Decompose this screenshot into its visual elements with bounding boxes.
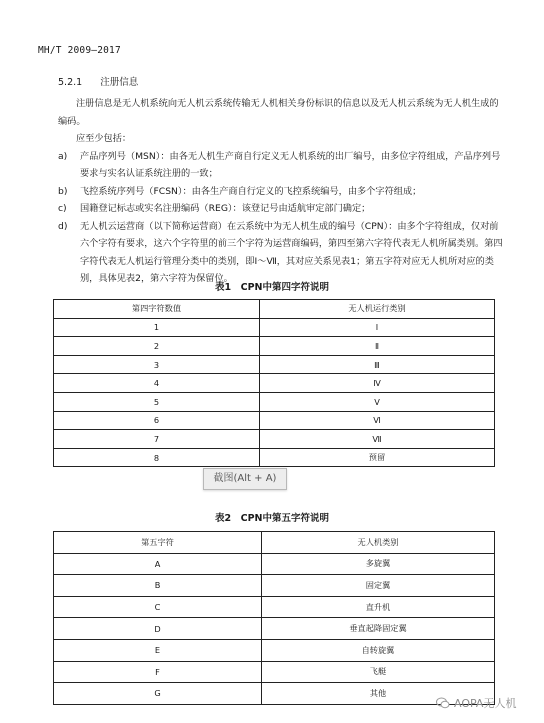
table2-caption: 表2 CPN中第五字符说明 (215, 513, 329, 524)
list-text: 无人机云运营商（以下简称运营商）在云系统中为无人机生成的编号（CPN）：由多个字符组成，仅对前六个字符有要求，这六个字符里的前三个字符为运营商编码，第四至第六字符代表无人机所属类别。第四字符代表无人机运行管理分类中的类别，即Ⅰ～Ⅶ，其对应关系见表1；第五字符对应无人机所对应的类别，具体见表2，第六字符为保留位。 (80, 220, 503, 284)
table-cell: 多旋翼 (262, 553, 495, 575)
table-header-row (54, 532, 495, 554)
table-header-row (54, 300, 495, 319)
list-item (58, 200, 506, 218)
table-cell: 预留 (260, 448, 495, 467)
table-row (54, 355, 495, 374)
table-row (54, 618, 495, 640)
table-row (54, 392, 495, 411)
table1 (53, 299, 495, 467)
body-text (58, 95, 506, 288)
table-cell: F (54, 661, 262, 683)
intro-list-lead: 应至少包括： (76, 133, 132, 144)
table-row (54, 596, 495, 618)
table-header-cell: 无人机类别 (262, 532, 495, 554)
watermark-text: AOPA无人机 (454, 697, 517, 710)
table-cell: 固定翼 (262, 575, 495, 597)
table-cell: G (54, 683, 262, 705)
list-item (58, 218, 506, 288)
table-cell: 直升机 (262, 596, 495, 618)
table-cell: 其他 (262, 683, 495, 705)
table-header-cell: 第四字符数值 (54, 300, 260, 319)
list-item (58, 183, 506, 201)
table-cell: 2 (54, 337, 260, 356)
table-cell: 自转旋翼 (262, 639, 495, 661)
intro-paragraph: 注册信息是无人机系统向无人机云系统传输无人机相关身份标识的信息以及无人机云系统为无人机生成的编码。 (58, 98, 499, 127)
table-cell: Ⅲ (260, 355, 495, 374)
table-row (54, 318, 495, 337)
section-number: 5.2.1 (58, 77, 83, 88)
table-row (54, 683, 495, 705)
section-heading (58, 74, 138, 88)
table-row (54, 411, 495, 430)
list-marker: d) (58, 220, 68, 232)
table-cell: 6 (54, 411, 260, 430)
table-header-cell: 第五字符 (54, 532, 262, 554)
document-header: MH/T 2009—2017 (38, 45, 121, 56)
table-cell: 垂直起降固定翼 (262, 618, 495, 640)
table-cell: A (54, 553, 262, 575)
table-cell: 8 (54, 448, 260, 467)
table-cell: Ⅱ (260, 337, 495, 356)
table-row (54, 639, 495, 661)
table-cell: D (54, 618, 262, 640)
list-text: 国籍登记标志或实名注册编码（REG）：该登记号由适航审定部门确定； (80, 203, 371, 214)
table-cell: E (54, 639, 262, 661)
table1-caption: 表1 CPN中第四字符说明 (215, 282, 329, 293)
table-row (54, 575, 495, 597)
table-cell: Ⅰ (260, 318, 495, 337)
wechat-icon (436, 697, 450, 709)
table-cell: Ⅶ (260, 430, 495, 449)
screenshot-tooltip: 截图(Alt + A) (203, 468, 287, 490)
table-row (54, 337, 495, 356)
table-cell: 4 (54, 374, 260, 393)
table-cell: C (54, 596, 262, 618)
table-row (54, 553, 495, 575)
table-cell: 3 (54, 355, 260, 374)
section-title: 注册信息 (100, 77, 139, 88)
list-marker: a) (58, 150, 68, 162)
table-cell: B (54, 575, 262, 597)
table-row (54, 430, 495, 449)
list-text: 飞控系统序列号（FCSN）：由各生产商自行定义的飞控系统编号，由多个字符组成； (80, 185, 422, 197)
watermark (436, 695, 516, 711)
list-text: 产品序列号（MSN）：由各无人机生产商自行定义无人机系统的出厂编号，由多位字符组成，产品序列号要求与实名认证系统注册的一致； (80, 150, 501, 179)
table-cell: 1 (54, 318, 260, 337)
table-cell: 7 (54, 430, 260, 449)
list-marker: c) (58, 203, 67, 214)
table-header-cell: 无人机运行类别 (260, 300, 495, 319)
table-cell: Ⅵ (260, 411, 495, 430)
table-row (54, 448, 495, 467)
table-row (54, 374, 495, 393)
table-cell: Ⅴ (260, 392, 495, 411)
table2 (53, 531, 495, 705)
table-cell: 5 (54, 392, 260, 411)
table-row (54, 661, 495, 683)
list-item (58, 148, 506, 183)
table-cell: 飞艇 (262, 661, 495, 683)
list-marker: b) (58, 185, 68, 197)
table-cell: Ⅳ (260, 374, 495, 393)
